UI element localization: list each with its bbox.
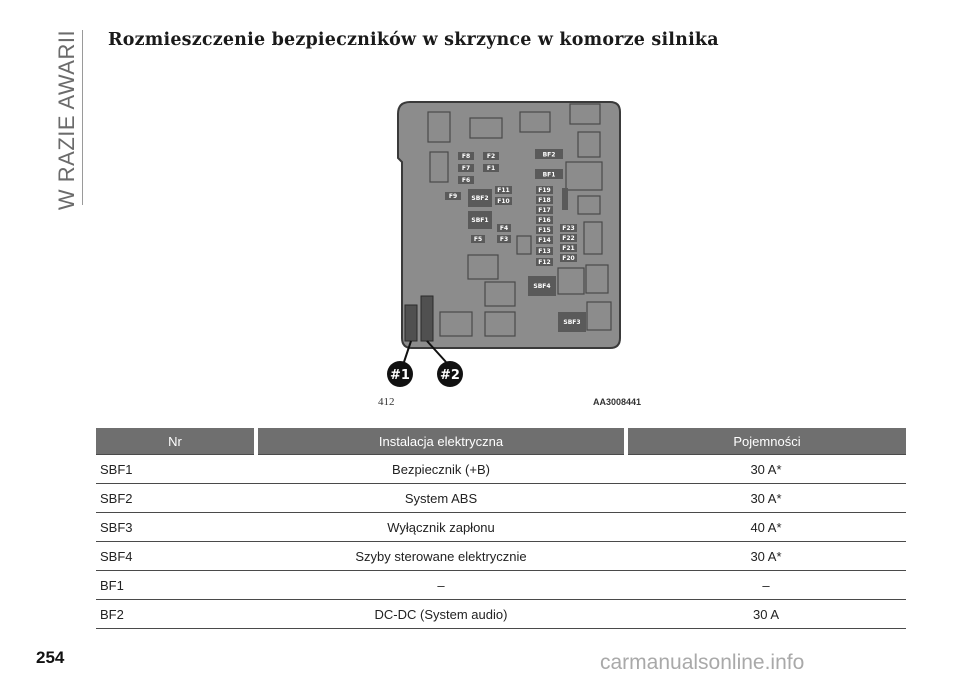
fuse-f11 [495, 186, 512, 194]
svg-text:F3: F3 [499, 236, 509, 244]
fuse-f22 [560, 234, 577, 242]
fuse-f14 [536, 236, 553, 244]
svg-text:SBF2: SBF2 [471, 195, 489, 202]
fuse-f15 [536, 226, 553, 234]
cell-nr: SBF4 [96, 542, 256, 571]
svg-text:F6: F6 [461, 177, 471, 185]
cell-system: Szyby sterowane elektrycznie [256, 542, 626, 571]
page-title: Rozmieszczenie bezpieczników w skrzynce w komorze silnika [108, 30, 719, 50]
fuse-f19 [536, 186, 553, 194]
fuse-f20 [560, 254, 577, 262]
svg-text:F12: F12 [538, 259, 551, 267]
svg-text:F10: F10 [497, 198, 510, 206]
cell-capacity: 30 A [626, 600, 906, 629]
table-header-row [96, 428, 906, 455]
cell-system: DC-DC (System audio) [256, 600, 626, 629]
fuse-f23 [560, 224, 577, 232]
page-number: 254 [36, 648, 65, 667]
fuse-sbf3 [558, 312, 586, 332]
svg-text:#2: #2 [440, 368, 460, 383]
table-row [96, 600, 906, 629]
table-row [96, 455, 906, 484]
cell-nr: BF1 [96, 571, 256, 600]
cell-system: Bezpiecznik (+B) [256, 455, 626, 484]
fuse-table [96, 428, 906, 629]
section-divider [82, 30, 83, 205]
cell-capacity: 40 A* [626, 513, 906, 542]
svg-text:BF2: BF2 [542, 151, 556, 159]
watermark: carmanualsonline.info [600, 651, 805, 674]
fuse-f9 [445, 192, 461, 200]
relay-slot [562, 188, 568, 210]
svg-text:F16: F16 [538, 217, 551, 225]
svg-text:F19: F19 [538, 187, 551, 195]
svg-text:F2: F2 [486, 153, 496, 161]
section-tab: W RAZIE AWARII [54, 29, 79, 211]
callout-2 [437, 361, 463, 387]
svg-text:F1: F1 [486, 165, 496, 173]
cell-system: – [256, 571, 626, 600]
fuse-bf1 [535, 169, 563, 179]
svg-text:F11: F11 [497, 187, 510, 195]
cell-capacity: – [626, 571, 906, 600]
fuse-f3 [497, 235, 511, 243]
fuse-f5 [471, 235, 485, 243]
fuse-box-diagram [370, 100, 630, 410]
svg-text:#1: #1 [390, 368, 410, 383]
svg-text:F9: F9 [448, 193, 458, 201]
fuse-f8 [458, 152, 474, 160]
col-system: Instalacja elektryczna [256, 428, 626, 455]
svg-text:F18: F18 [538, 197, 551, 205]
svg-text:F4: F4 [499, 225, 509, 233]
svg-text:F17: F17 [538, 207, 551, 215]
fuse-bf2 [535, 149, 563, 159]
cell-nr: SBF3 [96, 513, 256, 542]
cell-capacity: 30 A* [626, 455, 906, 484]
table-row [96, 542, 906, 571]
col-nr: Nr [96, 428, 256, 455]
relay-2 [421, 296, 433, 341]
fuse-f10 [495, 197, 512, 205]
svg-text:F23: F23 [562, 225, 575, 233]
svg-text:F15: F15 [538, 227, 551, 235]
svg-text:F5: F5 [473, 236, 483, 244]
cell-system: Wyłącznik zapłonu [256, 513, 626, 542]
relay-1 [405, 305, 417, 341]
fuse-f18 [536, 196, 553, 204]
fuse-sbf1 [468, 211, 492, 229]
svg-text:F21: F21 [562, 245, 575, 253]
table-row [96, 484, 906, 513]
fuse-f13 [536, 247, 553, 255]
cell-capacity: 30 A* [626, 484, 906, 513]
fuse-sbf2 [468, 189, 492, 207]
figure-code: AA3008441 [593, 397, 642, 407]
fuse-f6 [458, 176, 474, 184]
svg-text:F7: F7 [461, 165, 471, 173]
fuse-f12 [536, 258, 553, 266]
cell-nr: BF2 [96, 600, 256, 629]
svg-text:F20: F20 [562, 255, 575, 263]
fuse-f2 [483, 152, 499, 160]
table-row [96, 513, 906, 542]
cell-system: System ABS [256, 484, 626, 513]
fuse-f7 [458, 164, 474, 172]
fuse-f4 [497, 224, 511, 232]
svg-text:F13: F13 [538, 248, 551, 256]
col-capacity: Pojemności [626, 428, 906, 455]
svg-text:F14: F14 [538, 237, 551, 245]
svg-text:SBF4: SBF4 [533, 283, 551, 290]
table-row [96, 571, 906, 600]
svg-text:BF1: BF1 [542, 171, 556, 179]
cell-nr: SBF2 [96, 484, 256, 513]
figure-number: 412 [378, 396, 395, 408]
cell-nr: SBF1 [96, 455, 256, 484]
fuse-f1 [483, 164, 499, 172]
svg-text:F22: F22 [562, 235, 575, 243]
svg-text:SBF1: SBF1 [471, 217, 489, 224]
callout-1 [387, 361, 413, 387]
fuse-f17 [536, 206, 553, 214]
fuse-f16 [536, 216, 553, 224]
fuse-sbf4 [528, 276, 556, 296]
cell-capacity: 30 A* [626, 542, 906, 571]
svg-text:SBF3: SBF3 [563, 319, 581, 326]
fuse-f21 [560, 244, 577, 252]
svg-text:F8: F8 [461, 153, 471, 161]
